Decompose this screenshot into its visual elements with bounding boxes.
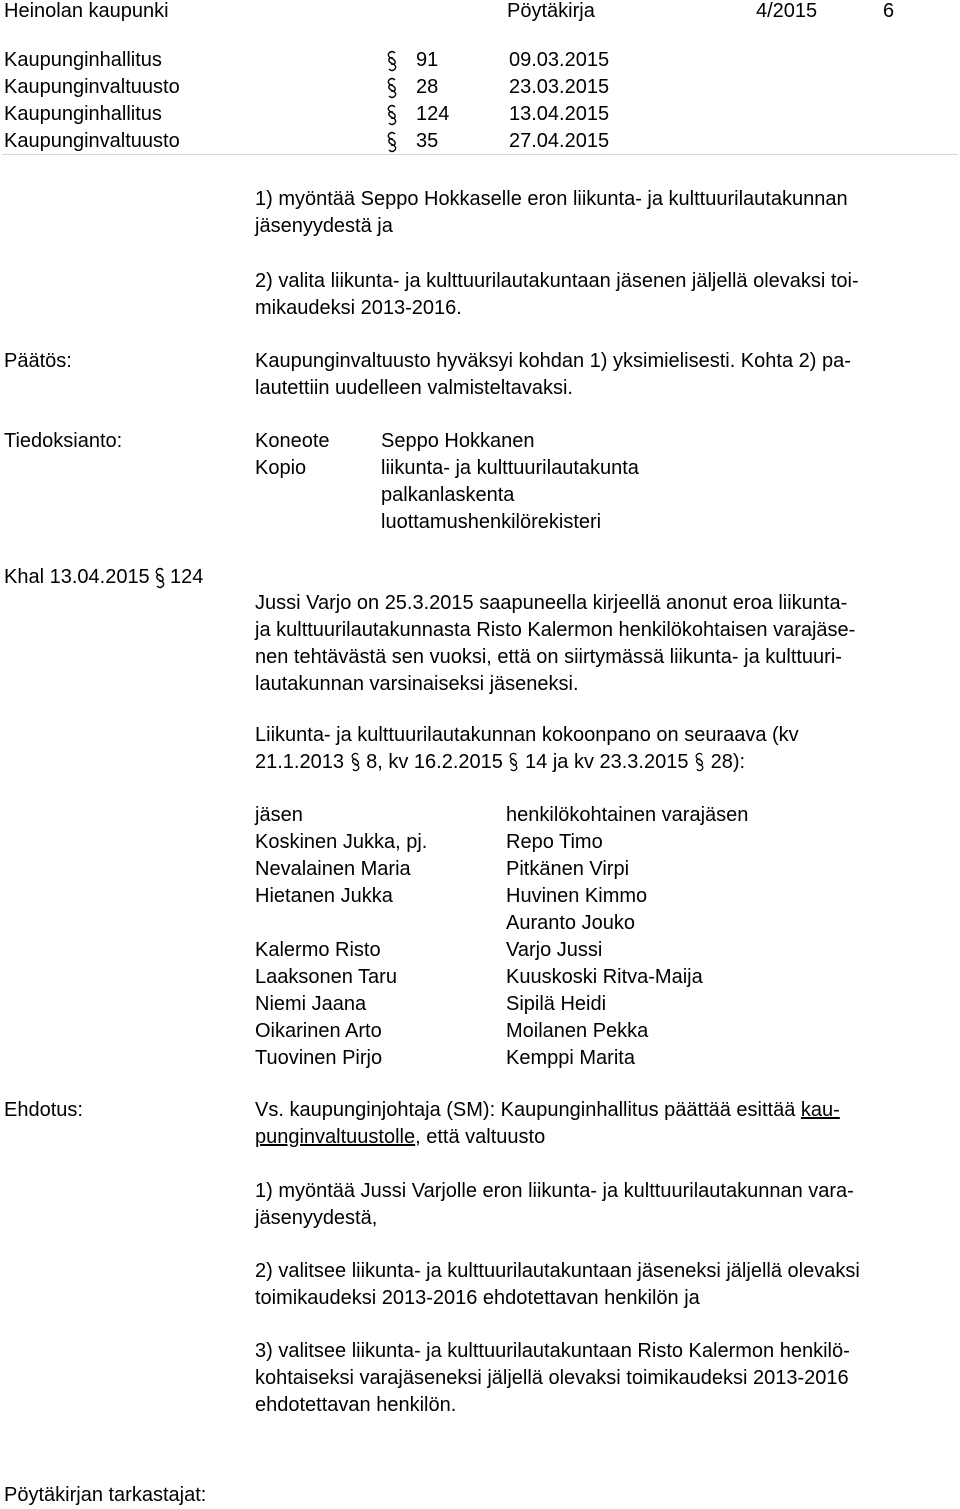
text-line xyxy=(255,1124,955,1151)
member-name: Kalermo Risto xyxy=(255,939,381,961)
member-name: Laaksonen Taru xyxy=(255,966,397,988)
section-sign-icon xyxy=(386,104,398,126)
deputies-column xyxy=(506,802,748,1072)
deputy-name: Repo Timo xyxy=(506,831,603,853)
column-header: henkilökohtainen varajäsen xyxy=(506,804,749,826)
document-number: 4/2015 xyxy=(756,0,818,22)
member-name xyxy=(255,910,427,937)
reference-number: 124 xyxy=(416,103,450,125)
text-segment: Vs. kaupunginjohtaja (SM): Kaupunginhallitus päättää esittää xyxy=(255,1099,796,1121)
text-line: 3) valitsee liikunta- ja kulttuurilautakuntaan Risto Kalermon henkilö- xyxy=(255,1340,850,1362)
text-line: 1) myöntää Seppo Hokkaselle eron liikunta- ja kulttuurilautakunnan xyxy=(255,188,848,210)
proposal-intro xyxy=(255,1097,955,1151)
deputy-name: Huvinen Kimmo xyxy=(506,885,648,907)
text-line: 1) myöntää Jussi Varjolle eron liikunta- ja kulttuurilautakunnan vara- xyxy=(255,1180,854,1202)
text-line xyxy=(255,1097,955,1124)
section-sign-icon xyxy=(386,50,398,72)
member-name: Oikarinen Arto xyxy=(255,1020,382,1042)
header-divider xyxy=(2,154,958,155)
section-sign-icon xyxy=(508,752,519,772)
distribution-label: Tiedoksianto: xyxy=(4,430,123,452)
reference-body: Kaupunginhallitus xyxy=(4,103,162,125)
text-segment: 8, kv 16.2.2015 xyxy=(366,751,503,773)
deputy-name: Moilanen Pekka xyxy=(506,1020,649,1042)
list-item: palkanlaskenta xyxy=(381,484,515,506)
inspectors-label: Pöytäkirjan tarkastajat: xyxy=(4,1484,207,1506)
column-header: jäsen xyxy=(255,804,303,826)
section-sign-icon xyxy=(350,752,361,772)
text-line: Liikunta- ja kulttuurilautakunnan kokoonpano on seuraava (kv xyxy=(255,724,799,746)
koneote-value: Seppo Hokkanen xyxy=(381,430,535,452)
reference-body: Kaupunginvaltuusto xyxy=(4,130,180,152)
text-segment: 21.1.2013 xyxy=(255,751,344,773)
text-segment: 28): xyxy=(710,751,746,773)
member-name: Koskinen Jukka, pj. xyxy=(255,831,428,853)
organization-name: Heinolan kaupunki xyxy=(4,0,169,22)
text-line: toimikaudeksi 2013-2016 ehdotettavan henkilön ja xyxy=(255,1287,700,1309)
text-line: lautettiin uudelleen valmisteltavaksi. xyxy=(255,377,573,399)
text-line: nen tehtävästä sen vuoksi, että on siirtymässä liikunta- ja kulttuuri- xyxy=(255,646,842,668)
section-sign-icon xyxy=(154,567,166,589)
section-sign-icon xyxy=(386,131,398,153)
member-name: Niemi Jaana xyxy=(255,993,367,1015)
member-name: Nevalainen Maria xyxy=(255,858,411,880)
page-number: 6 xyxy=(883,0,895,22)
khal-label: Khal 13.04.2015 xyxy=(4,566,150,588)
decision-text xyxy=(255,348,955,402)
text-line: ja kulttuurilautakunnasta Risto Kalermon henkilökohtaisen varajäse- xyxy=(255,619,856,641)
members-column xyxy=(255,802,427,1072)
intro-item-1 xyxy=(255,186,955,240)
reference-date: 27.04.2015 xyxy=(509,130,610,152)
section-sign-icon xyxy=(694,752,705,772)
kopio-label: Kopio xyxy=(255,457,307,479)
text-segment: kau- xyxy=(800,1099,840,1121)
reference-date: 13.04.2015 xyxy=(509,103,610,125)
text-line xyxy=(255,749,955,776)
reference-body: Kaupunginhallitus xyxy=(4,49,162,71)
list-item: liikunta- ja kulttuurilautakunta xyxy=(381,457,639,479)
text-line: Kaupunginvaltuusto hyväksyi kohdan 1) yksimielisesti. Kohta 2) pa- xyxy=(255,350,851,372)
decision-label: Päätös: xyxy=(4,350,72,372)
section-sign-icon xyxy=(386,77,398,99)
text-line: kohtaiseksi varajäseneksi jäljellä olevaksi toimikaudeksi 2013-2016 xyxy=(255,1367,849,1389)
text-segment: punginvaltuustolle xyxy=(255,1126,416,1148)
reference-number: 91 xyxy=(416,49,439,71)
text-line: 2) valitsee liikunta- ja kulttuurilautakuntaan jäseneksi jäljellä olevaksi xyxy=(255,1260,860,1282)
deputy-name: Kuuskoski Ritva-Maija xyxy=(506,966,703,988)
text-line: lautakunnan varsinaiseksi jäseneksi. xyxy=(255,673,579,695)
reference-number: 35 xyxy=(416,130,439,152)
proposal-item-2 xyxy=(255,1258,955,1312)
reference-date: 09.03.2015 xyxy=(509,49,610,71)
text-segment: 14 ja kv 23.3.2015 xyxy=(525,751,689,773)
text-line: jäsenyydestä, xyxy=(255,1207,378,1229)
deputy-name: Sipilä Heidi xyxy=(506,993,607,1015)
list-item: luottamushenkilörekisteri xyxy=(381,511,602,533)
kopio-list xyxy=(381,455,639,536)
text-segment: , että valtuusto xyxy=(415,1126,546,1148)
khal-paragraph-2 xyxy=(255,722,955,776)
deputy-name: Auranto Jouko xyxy=(506,912,635,934)
intro-item-2 xyxy=(255,268,955,322)
text-line: 2) valita liikunta- ja kulttuurilautakuntaan jäsenen jäljellä olevaksi toi- xyxy=(255,270,859,292)
document-type: Pöytäkirja xyxy=(507,0,595,22)
khal-paragraph-1 xyxy=(255,590,955,698)
reference-number: 28 xyxy=(416,76,439,98)
proposal-item-3 xyxy=(255,1338,955,1419)
reference-body: Kaupunginvaltuusto xyxy=(4,76,180,98)
proposal-item-1 xyxy=(255,1178,955,1232)
text-line: mikaudeksi 2013-2016. xyxy=(255,297,462,319)
member-name: Tuovinen Pirjo xyxy=(255,1047,383,1069)
deputy-name: Kemppi Marita xyxy=(506,1047,635,1069)
koneote-label: Koneote xyxy=(255,430,330,452)
text-line: Jussi Varjo on 25.3.2015 saapuneella kirjeellä anonut eroa liikunta- xyxy=(255,592,848,614)
deputy-name: Pitkänen Virpi xyxy=(506,858,630,880)
text-line: ehdotettavan henkilön. xyxy=(255,1394,457,1416)
proposal-label: Ehdotus: xyxy=(4,1099,83,1121)
text-line: jäsenyydestä ja xyxy=(255,215,393,237)
member-name: Hietanen Jukka xyxy=(255,885,393,907)
khal-number: 124 xyxy=(170,566,204,588)
deputy-name: Varjo Jussi xyxy=(506,939,603,961)
reference-date: 23.03.2015 xyxy=(509,76,610,98)
